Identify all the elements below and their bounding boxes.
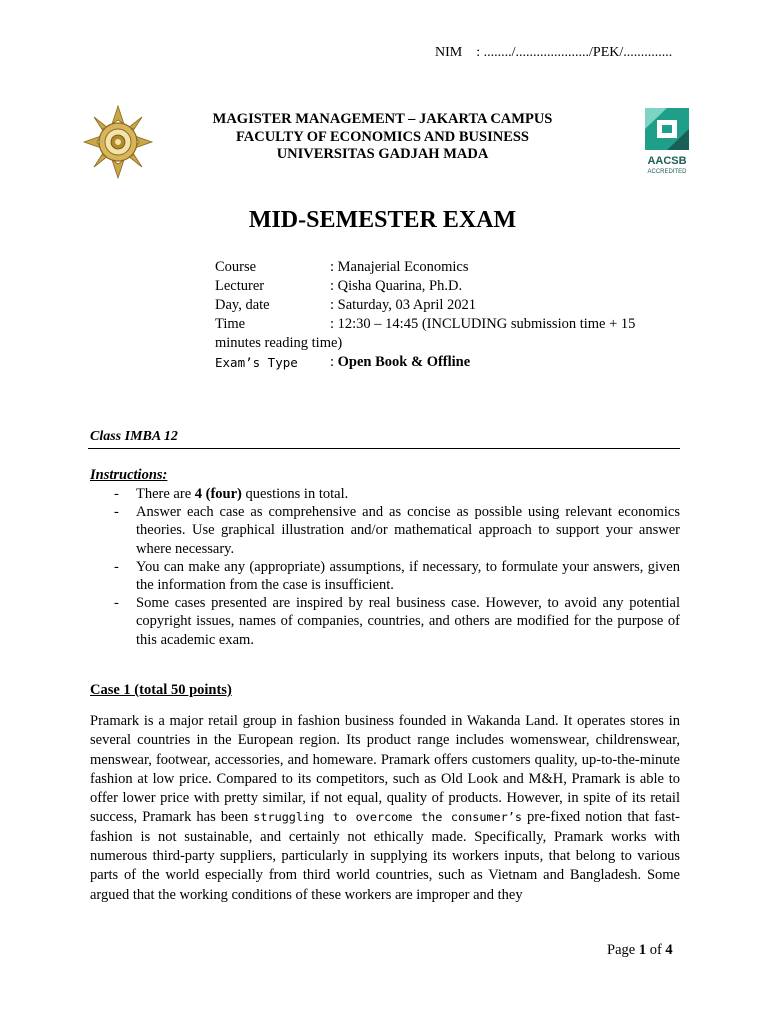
header-line-3: UNIVERSITAS GADJAH MADA <box>276 146 489 162</box>
exam-type-value: Open Book & Offline <box>337 354 471 370</box>
instruction-1b: 4 (four) <box>194 486 242 502</box>
instructions-heading: Instructions: <box>90 467 168 483</box>
date-label: Day, date <box>215 297 270 313</box>
exam-type-value-wrap <box>330 353 470 372</box>
institution-header <box>185 111 580 164</box>
time-label: Time <box>215 316 246 332</box>
instruction-2: Answer each case as comprehensive and as concise as possible using relevant economics theories. Use graphical illustration and/or mathematical approach to support your answer where necessary. <box>136 504 680 557</box>
instruction-1a: There are <box>136 486 195 502</box>
date-value: : Saturday, 03 April 2021 <box>330 297 477 313</box>
lecturer-label: Lecturer <box>215 278 265 294</box>
case-1-text-a: Pramark is a major retail group in fashion business founded in Wakanda Land. It operates stores in several countries in the European region. Its product range includes womenswear, childrenswear, menswear, footwear, accessories, and homeware. Pramark offers customers quality, up-to-the-minute fashion at low price. Compared to its competitors, such as Old Look and M&H, Pramark is able to offer lower price with pretty similar, if not equal, quality of products. However, in spite of its retail success, Pramark has been <box>90 713 680 826</box>
lecturer-row <box>215 277 685 296</box>
aacsb-logo <box>640 108 698 176</box>
instruction-item: - Some cases presented are inspired by real business case. However, to avoid any potential copyright issues, names of companies, countries, and others are modified for the purpose of this academic exam. <box>114 595 680 648</box>
exam-type-label: Exam’s Type <box>215 355 298 370</box>
time-continuation <box>215 334 685 353</box>
instruction-1c: questions in total. <box>241 486 349 502</box>
instruction-3: You can make any (appropriate) assumptions, if necessary, to formulate your answers, given the information from the case is insufficient. <box>136 558 680 594</box>
case-1-paragraph <box>90 712 680 905</box>
page-of: of <box>646 942 666 958</box>
exam-details <box>215 258 685 372</box>
course-value: : Manajerial Economics <box>330 259 469 275</box>
instruction-4: Some cases presented are inspired by real business case. However, to avoid any potential copyright issues, names of companies, countries, and others are modified for the purpose of this academic exam. <box>136 595 680 648</box>
header-line-2: FACULTY OF ECONOMICS AND BUSINESS <box>235 128 529 145</box>
university-logo <box>82 104 154 180</box>
aacsb-name: AACSB <box>647 155 687 167</box>
course-label: Course <box>215 259 257 275</box>
instructions-list <box>110 485 680 649</box>
nim-value: : ......../...................../PEK/.............. <box>476 45 673 60</box>
instruction-item: - There are 4 (four) questions in total. <box>114 486 349 502</box>
nim-field <box>435 45 672 61</box>
nim-label: NIM <box>435 45 463 60</box>
page-number <box>607 942 673 959</box>
page-word: Page <box>607 942 639 958</box>
divider <box>88 448 680 449</box>
lecturer-value: : Qisha Quarina, Ph.D. <box>330 278 463 294</box>
exam-type-colon: : <box>330 354 338 370</box>
aacsb-sub: ACCREDITED <box>647 169 687 175</box>
case-1-text-mono: struggling to overcome the consumer’s <box>253 810 522 825</box>
date-row <box>215 296 685 315</box>
case-1-text-b: pre-fixed notion that fast-fashion is not sustainable, and certainly not ethically made. Specifically, Pramark works with numerous third-party suppliers, particularly in supplying its workers inputs, that belong to various parts of the world especially from third world countries, such as Vietnam and Bangladesh. Some argued that the working conditions of these workers are improper and they <box>90 809 680 903</box>
header-line-1: MAGISTER MANAGEMENT – JAKARTA CAMPUS <box>212 111 553 127</box>
instruction-item: - You can make any (appropriate) assumptions, if necessary, to formulate your answers, given the information from the case is insufficient. <box>114 558 680 594</box>
page-total: 4 <box>665 942 673 958</box>
page-current: 1 <box>638 942 647 958</box>
time-value: : 12:30 – 14:45 (INCLUDING submission time + 15 <box>330 316 636 332</box>
exam-type-row <box>215 353 685 372</box>
class-label: Class IMBA 12 <box>90 429 178 444</box>
time-row <box>215 315 685 334</box>
course-row <box>215 258 685 277</box>
case-1-heading: Case 1 (total 50 points) <box>90 682 232 698</box>
time-continuation-text: minutes reading time) <box>215 335 343 351</box>
instruction-item: - Answer each case as comprehensive and as concise as possible using relevant economics theories. Use graphical illustration and/or mathematical approach to support your answer where necessary. <box>114 504 680 557</box>
exam-title: MID-SEMESTER EXAM <box>248 207 517 233</box>
